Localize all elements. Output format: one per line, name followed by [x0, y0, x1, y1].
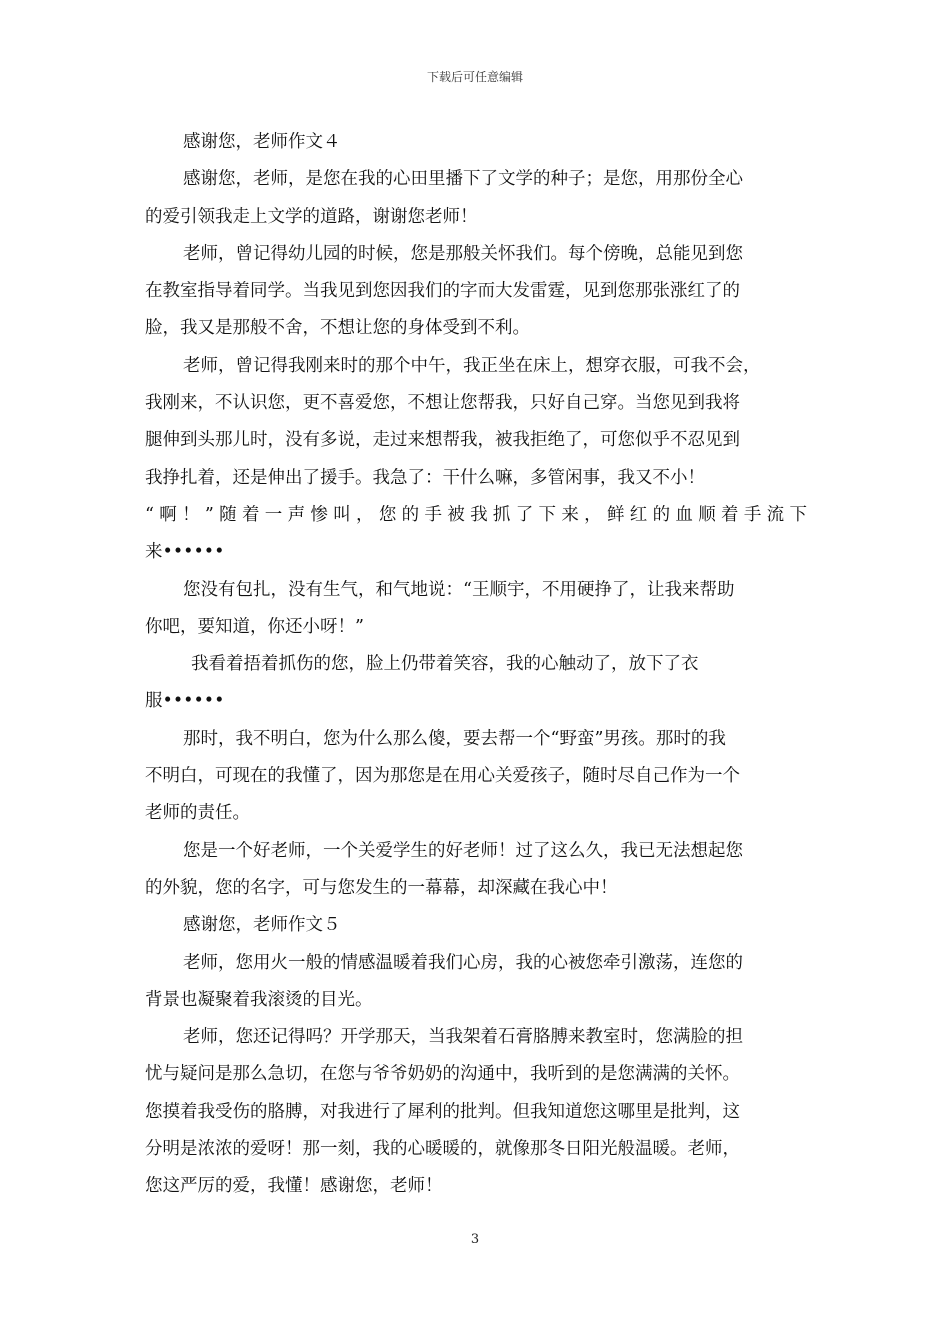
text-line: 腿伸到头那儿时，没有多说，走过来想帮我，被我拒绝了，可您似乎不忍见到	[145, 430, 740, 451]
text-line: 不明白，可现在的我懂了，因为那您是在用心关爱孩子，随时尽自己作为一个	[145, 766, 740, 787]
text-line: 我看着捂着抓伤的您，脸上仍带着笑容，我的心触动了，放下了衣	[191, 654, 699, 675]
text-line: 老师，您用火一般的情感温暖着我们心房，我的心被您牵引激荡，连您的	[183, 952, 743, 973]
text-line: 在教室指导着同学。当我见到您因我们的字而大发雷霆，见到您那张涨红了的	[145, 281, 740, 302]
section-heading: 感谢您，老师作文４	[183, 132, 341, 152]
text-line: 老师，曾记得我刚来时的那个中午，我正坐在床上，想穿衣服，可我不会，	[183, 355, 761, 376]
text-line: 背景也凝聚着我滚烫的目光。	[145, 989, 373, 1010]
text-line: 那时，我不明白，您为什么那么傻，要去帮一个“野蛮”男孩。那时的我	[183, 728, 726, 749]
section-heading: 感谢您，老师作文５	[183, 915, 341, 936]
text-line: “啊！”随着一声惨叫，您的手被我抓了下来，鲜红的血顺着手流下	[145, 504, 807, 525]
text-line: 我挣扎着，还是伸出了援手。我急了：干什么嘛，多管闲事，我又不小！	[145, 467, 705, 488]
text-line: 老师，您还记得吗？开学那天，当我架着石膏胳膊来教室时，您满脸的担	[183, 1027, 743, 1048]
text-line: 老师，曾记得幼儿园的时候，您是那般关怀我们。每个傍晚，总能见到您	[183, 243, 743, 264]
text-line: 您没有包扎，没有生气，和气地说：“王顺宇，不用硬挣了，让我来帮助	[183, 579, 735, 600]
text-line: 你吧，要知道，你还小呀！”	[145, 616, 364, 637]
page-header: 下载后可任意编辑	[426, 70, 523, 84]
text-line: 您摸着我受伤的胳膊，对我进行了犀利的批判。但我知道您这哪里是批判，这	[145, 1101, 740, 1122]
text-line: 来••••••	[145, 542, 225, 563]
text-line: 分明是浓浓的爱呀！那一刻，我的心暖暖的，就像那冬日阳光般温暖。老师，	[145, 1139, 740, 1160]
text-line: 感谢您，老师，是您在我的心田里播下了文学的种子；是您，用那份全心	[183, 169, 743, 190]
text-line: 老师的责任。	[145, 803, 250, 824]
text-line: 脸，我又是那般不舍，不想让您的身体受到不利。	[145, 318, 530, 339]
page-number: 3	[470, 1232, 480, 1247]
text-line: 服••••••	[145, 691, 225, 712]
document-body	[145, 124, 807, 1206]
text-line: 您是一个好老师，一个关爱学生的好老师！过了这么久，我已无法想起您	[183, 840, 743, 861]
text-line: 您这严厉的爱，我懂！感谢您，老师！	[145, 1176, 443, 1197]
text-line: 我刚来，不认识您，更不喜爱您，不想让您帮我，只好自己穿。当您见到我将	[145, 393, 740, 414]
text-line: 的外貌，您的名字，可与您发生的一幕幕，却深藏在我心中！	[145, 877, 618, 898]
text-line: 的爱引领我走上文学的道路，谢谢您老师！	[145, 206, 478, 227]
text-line: 忧与疑问是那么急切，在您与爷爷奶奶的沟通中，我听到的是您满满的关怀。	[145, 1064, 740, 1085]
